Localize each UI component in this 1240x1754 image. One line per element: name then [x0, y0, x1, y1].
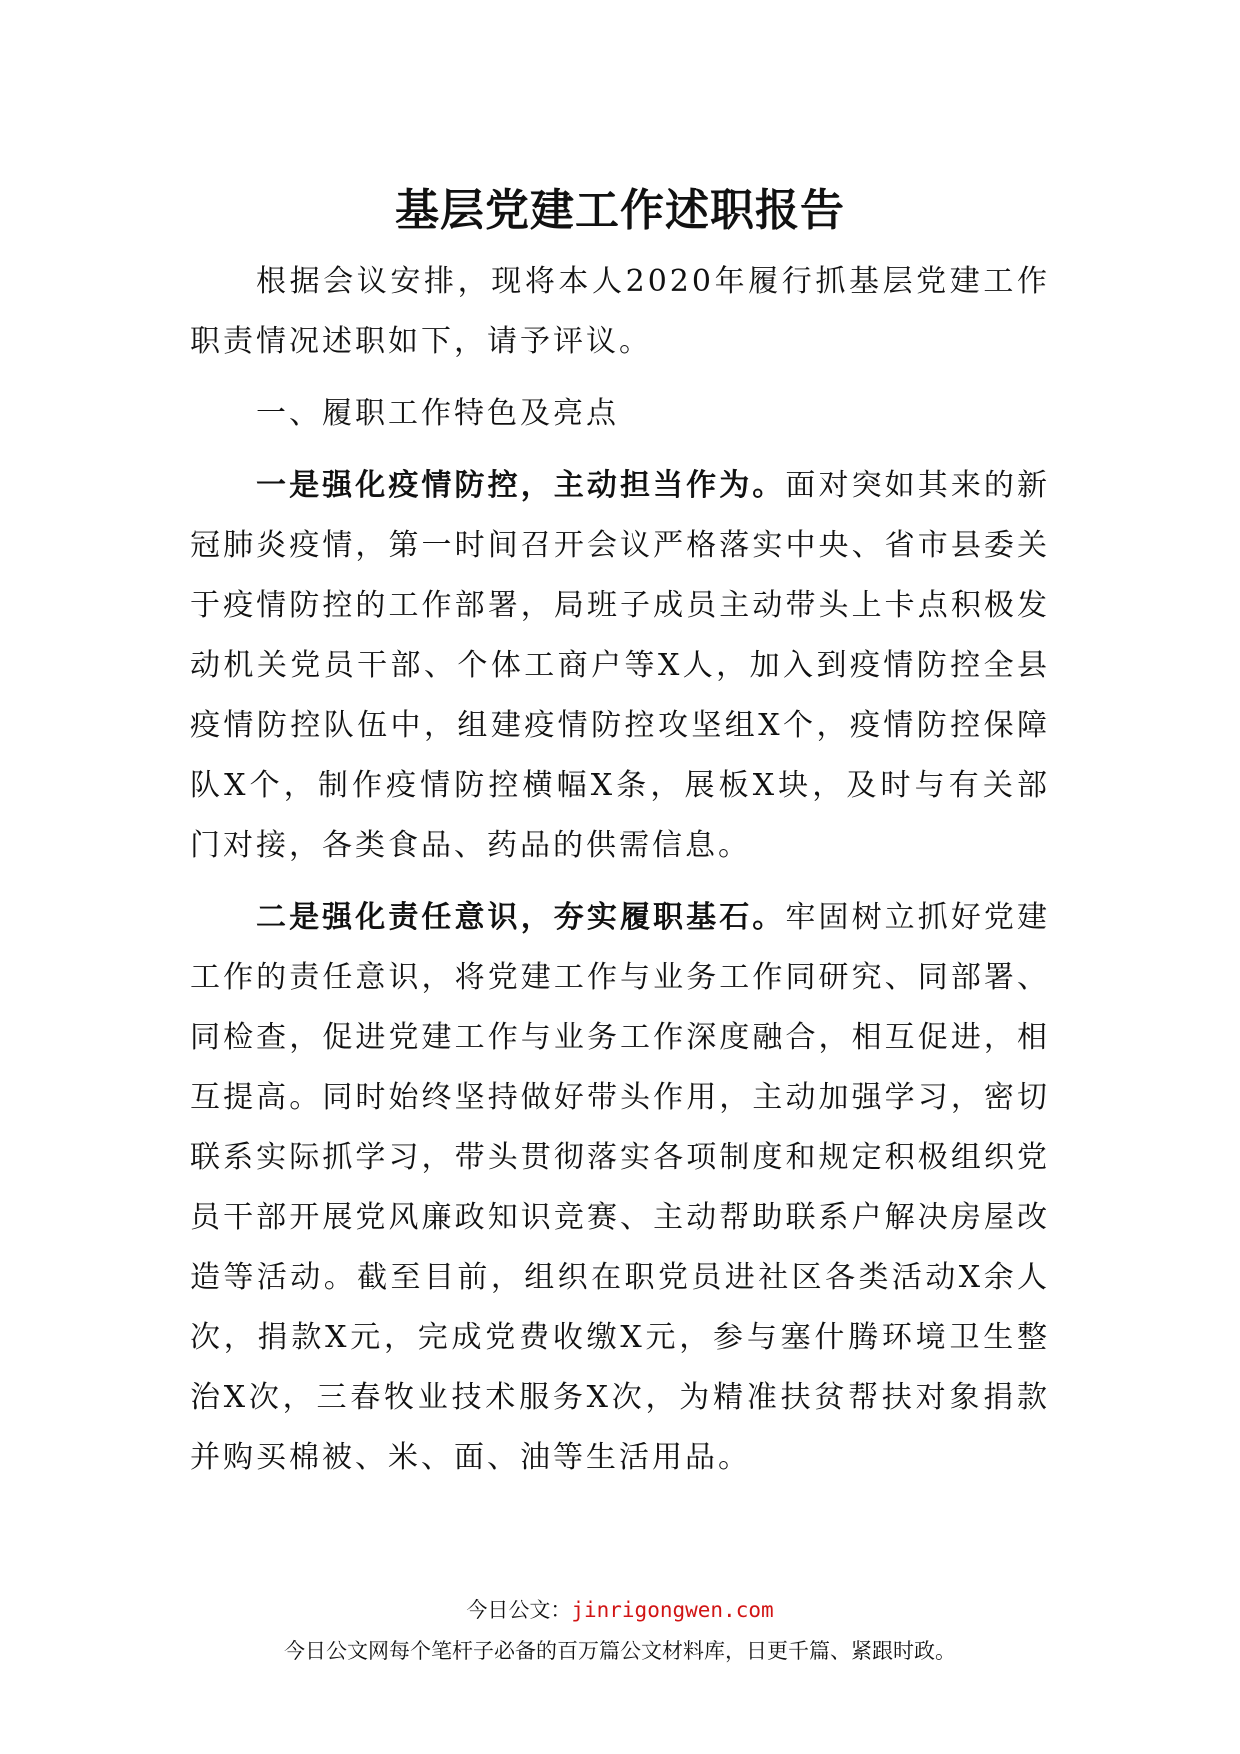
body-paragraph	[190, 888, 1050, 1488]
paragraph-lead: 一是强化疫情防控，主动担当作为。	[256, 468, 786, 503]
document-title: 基层党建工作述职报告	[395, 185, 845, 237]
paragraph-text: 面对突如其来的新冠肺炎疫情，第一时间召开会议严格落实中央、省市县委关于疫情防控的工作部署，局班子成员主动带头上卡点积极发动机关党员干部、个体工商户等X人，加入到疫情防控全县疫情防控队伍中，组建疫情防控攻坚组X个，疫情防控保障队X个，制作疫情防控横幅X条，展板X块，及时与有关部门对接，各类食品、药品的供需信息。	[190, 468, 1050, 863]
document-body	[190, 252, 1050, 1500]
intro-paragraph	[190, 252, 1050, 372]
footer-url-link[interactable]: jinrigongwen.com	[571, 1598, 774, 1622]
body-paragraph	[190, 456, 1050, 876]
section-heading	[190, 384, 1050, 444]
section-heading-text: 一、履职工作特色及亮点	[256, 396, 619, 431]
footer-label: 今日公文：	[466, 1598, 572, 1622]
paragraph-lead: 二是强化责任意识，夯实履职基石。	[256, 900, 786, 935]
paragraph-text: 牢固树立抓好党建工作的责任意识，将党建工作与业务工作同研究、同部署、同检查，促进党建工作与业务工作深度融合，相互促进，相互提高。同时始终坚持做好带头作用，主动加强学习，密切联系实际抓学习，带头贯彻落实各项制度和规定积极组织党员干部开展党风廉政知识竞赛、主动帮助联系户解决房屋改造等活动。截至目前，组织在职党员进社区各类活动X余人次，捐款X元，完成党费收缴X元，参与塞什腾环境卫生整治X次，三春牧业技术服务X次，为精准扶贫帮扶对象捐款并购买棉被、米、面、油等生活用品。	[190, 900, 1050, 1475]
footer-source	[0, 1595, 1240, 1625]
intro-text: 根据会议安排，现将本人2020年履行抓基层党建工作职责情况述职如下，请予评议。	[190, 264, 1050, 359]
footer-tagline: 今日公文网每个笔杆子必备的百万篇公文材料库，日更千篇、紧跟时政。	[284, 1639, 956, 1663]
